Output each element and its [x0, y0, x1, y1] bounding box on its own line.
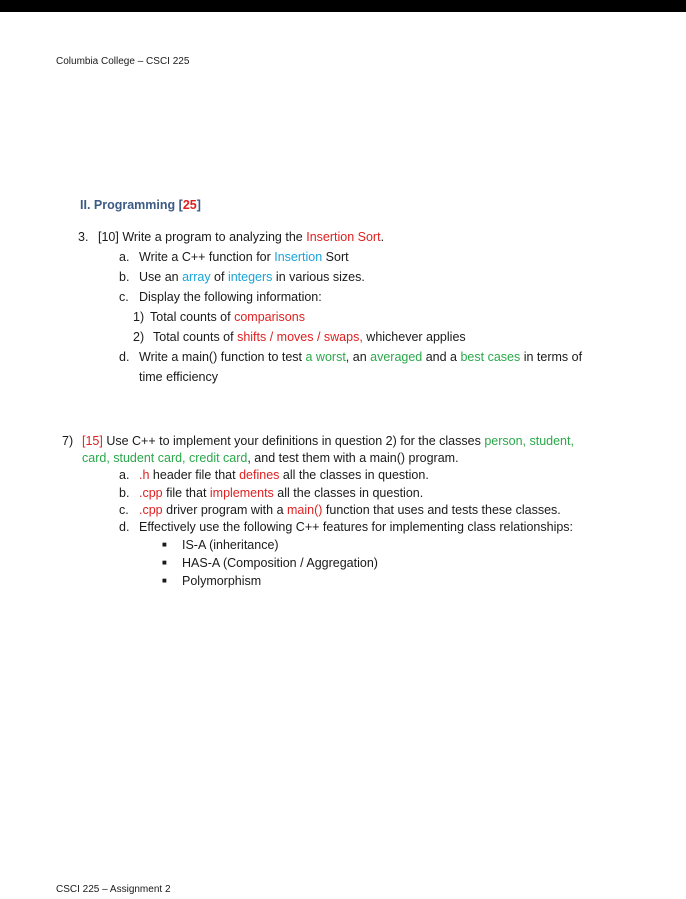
q3-b-highlight-array: array	[182, 270, 211, 284]
q3-number: 3.	[78, 230, 89, 244]
q7-c-text: driver program with a	[162, 503, 287, 517]
q7-bullet-2-text: HAS-A (Composition / Aggregation)	[182, 556, 378, 570]
q3-b-text: Use an	[139, 270, 183, 284]
q7-a-text-end: all the classes in question.	[279, 468, 429, 482]
section-title	[80, 198, 201, 212]
q3-end: .	[380, 230, 385, 244]
q7-highlight-classes-1: person, student,	[484, 434, 574, 448]
q7-highlight-classes-2: card, student card, credit card	[82, 451, 248, 465]
question-7	[62, 434, 574, 448]
q3-c-text: Display the following information:	[139, 290, 322, 304]
q3-c1-highlight: comparisons	[234, 310, 305, 324]
q7-d-text: Effectively use the following C++ features for implementing class relationships:	[139, 520, 574, 534]
q3-d-text: Write a main() function to test	[139, 350, 306, 364]
q7-b-label: b.	[119, 486, 130, 500]
section-title-text: II. Programming	[80, 198, 179, 212]
q3-item-d	[119, 350, 582, 364]
q7-item-a	[119, 468, 429, 482]
q7-bullet-1-text: IS-A (inheritance)	[182, 538, 279, 552]
q3-c2-label: 2)	[133, 330, 145, 344]
q7-a-text: header file that	[149, 468, 240, 482]
q3-b-text-mid: of	[210, 270, 228, 284]
q3-text: [10] Write a program to analyzing the	[98, 230, 307, 244]
q7-c-label: c.	[119, 503, 129, 517]
q7-b-highlight-cpp: .cpp	[139, 486, 163, 500]
q7-b-text: file that	[162, 486, 210, 500]
q3-d-text-3: and a	[422, 350, 461, 364]
question-3	[78, 230, 384, 244]
q7-text-end: , and test them with a main() program.	[247, 451, 459, 465]
q3-c2-highlight: shifts / moves / swaps,	[237, 330, 363, 344]
q7-a-label: a.	[119, 468, 130, 482]
q3-a-label: a.	[119, 250, 130, 264]
q3-d-highlight-best: best cases	[460, 350, 521, 364]
q3-item-d-line2: time efficiency	[139, 370, 218, 384]
q3-item-b	[119, 270, 365, 284]
q7-a-highlight-h: .h	[139, 468, 150, 482]
q3-b-text-end: in various sizes.	[272, 270, 365, 284]
q3-item-c2	[133, 330, 466, 344]
q3-d-label: d.	[119, 350, 130, 364]
q3-b-highlight-integers: integers	[227, 270, 273, 284]
q7-item-b	[119, 486, 423, 500]
q7-c-text-end: function that uses and tests these classes.	[322, 503, 561, 517]
bullet-square-icon: ■	[162, 558, 167, 567]
q3-item-c1	[133, 310, 305, 324]
top-bar	[0, 0, 686, 12]
q7-bullet-1	[162, 538, 279, 552]
q3-a-text: Write a C++ function for	[139, 250, 275, 264]
q3-item-a	[119, 250, 349, 264]
q7-bullet-2	[162, 556, 378, 570]
q3-c2-text-end: whichever applies	[362, 330, 466, 344]
q3-c1-text: Total counts of	[150, 310, 235, 324]
q3-a-highlight: Insertion	[274, 250, 323, 264]
page-header: Columbia College – CSCI 225	[56, 56, 190, 67]
q3-c-label: c.	[119, 290, 129, 304]
q3-d-highlight-averaged: averaged	[370, 350, 423, 364]
q7-a-highlight-defines: defines	[239, 468, 280, 482]
q7-c-highlight-cpp: .cpp	[139, 503, 163, 517]
q3-d-text-4: in terms of	[520, 350, 583, 364]
q7-points: [15]	[82, 434, 103, 448]
q3-c1-label: 1)	[133, 310, 145, 324]
q7-d-label: d.	[119, 520, 130, 534]
q3-highlight: Insertion Sort	[306, 230, 381, 244]
q7-bullet-3	[162, 574, 261, 588]
question-7-line2	[82, 451, 459, 465]
page-footer: CSCI 225 – Assignment 2	[56, 884, 171, 895]
q7-b-highlight-implements: implements	[209, 486, 274, 500]
q7-c-highlight-main: main()	[287, 503, 323, 517]
q3-d-highlight-worst: a worst	[305, 350, 346, 364]
bullet-square-icon: ■	[162, 540, 167, 549]
q7-item-c	[119, 503, 561, 517]
q7-bullet-3-text: Polymorphism	[182, 574, 262, 588]
q3-b-label: b.	[119, 270, 130, 284]
bullet-square-icon: ■	[162, 576, 167, 585]
q7-b-text-end: all the classes in question.	[273, 486, 424, 500]
q7-text: Use C++ to implement your definitions in question 2) for the classes	[102, 434, 485, 448]
q3-c2-text: Total counts of	[153, 330, 238, 344]
q7-item-d	[119, 520, 573, 534]
q7-number: 7)	[62, 434, 74, 448]
section-points: 25	[182, 198, 197, 212]
q3-d-text-2: , an	[345, 350, 371, 364]
section-points-open: [	[178, 198, 183, 212]
section-points-close: ]	[196, 198, 201, 212]
q3-a-text-end: Sort	[322, 250, 349, 264]
q3-item-c	[119, 290, 322, 304]
